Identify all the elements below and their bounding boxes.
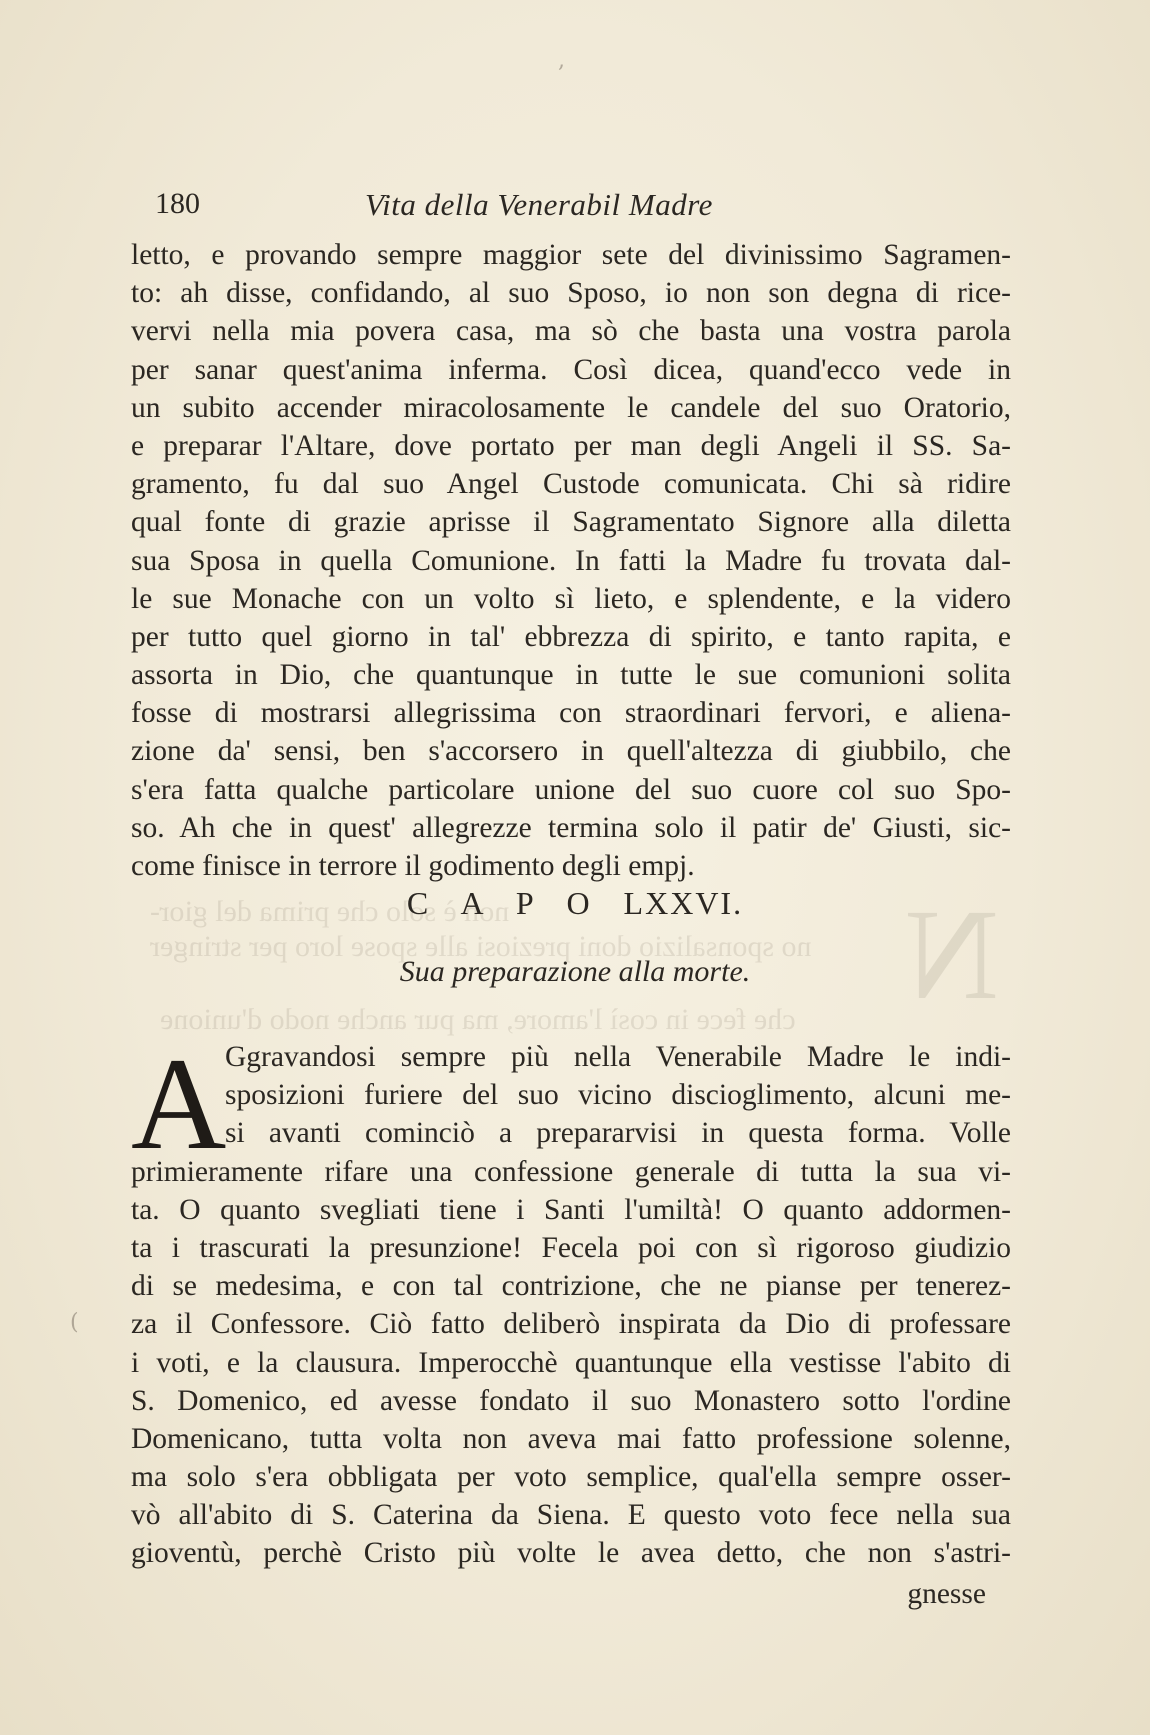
text-line: sua Sposa in quella Comunione. In fatti la Madre fu trovata dal- xyxy=(131,544,1011,577)
show-through-line: no sponsalizio doni preziosi alle spose loro per stringer xyxy=(150,930,812,963)
text-line: i voti, e la clausura. Imperocchè quantunque ella vestisse l'abito di xyxy=(131,1346,1011,1379)
gutter-mark: ( xyxy=(70,1310,79,1335)
text-line: to: ah disse, confidando, al suo Sposo, io non son degna di rice- xyxy=(131,277,1011,310)
text-line: Ggravandosi sempre più nella Venerabile Madre le indi- xyxy=(225,1041,1011,1073)
page-number: 180 xyxy=(155,187,200,220)
page-header xyxy=(155,187,985,223)
text-line: qual fonte di grazie aprisse il Sagramentato Signore alla diletta xyxy=(131,506,1011,539)
paragraph-opening-lines xyxy=(225,1038,1011,1153)
chapter-subtitle: Sua preparazione alla morte. xyxy=(399,955,751,988)
text-line: ta. O quanto svegliati tiene i Santi l'umiltà! O quanto addormen- xyxy=(131,1193,1011,1226)
text-line: per tutto quel giorno in tal' ebbrezza di spirito, e tanto rapita, e xyxy=(131,620,1011,653)
text-line: vò all'abito di S. Caterina da Siena. E questo voto fece nella sua xyxy=(131,1499,1011,1532)
text-line: so. Ah che in quest' allegrezze termina solo il patir de' Giusti, sic- xyxy=(131,811,1011,844)
text-line: Domenicano, tutta volta non aveva mai fatto professione solenne, xyxy=(131,1422,1011,1455)
text-line: si avanti cominciò a prepararvisi in questa forma. Volle xyxy=(225,1117,1011,1150)
text-line: s'era fatta qualche particolare unione del suo cuore col suo Spo- xyxy=(131,773,1011,806)
chapter-title: C A P O LXXVI. xyxy=(406,885,744,921)
text-line: fosse di mostrarsi allegrissima con straordinari fervori, e aliena- xyxy=(131,697,1011,730)
show-through-line: non è solo che prima del gior- xyxy=(150,895,510,928)
text-line: zione da' sensi, ben s'accorsero in quell'altezza di giubbilo, che xyxy=(131,735,1011,768)
paragraph-body xyxy=(131,1153,1011,1573)
text-line: sposizioni furiere del suo vicino discioglimento, alcuni me- xyxy=(225,1079,1011,1112)
text-line: per sanar quest'anima inferma. Così dicea, quand'ecco vede in xyxy=(131,353,1011,386)
show-through-initial: N xyxy=(905,883,999,1027)
text-line: primieramente rifare una confessione generale di tutta la sua vi- xyxy=(131,1155,1011,1188)
paragraph-continued xyxy=(131,236,1011,885)
text-line: letto, e provando sempre maggior sete del divinissimo Sagramen- xyxy=(131,239,1011,271)
show-through-line: che fece in così l'amore, ma pur anche nodo d'unione xyxy=(160,1003,796,1036)
text-line: un subito accender miracolosamente le candele del suo Oratorio, xyxy=(131,391,1011,424)
text-line: come finisce in terrore il godimento degli empj. xyxy=(131,850,695,882)
text-line: assorta in Dio, che quantunque in tutte le sue comunioni solita xyxy=(131,659,1011,692)
text-line: ta i trascurati la presunzione! Fecela poi con sì rigoroso giudizio xyxy=(131,1231,1011,1264)
text-line: le sue Monache con un volto sì lieto, e splendente, e la videro xyxy=(131,582,1011,615)
running-head: Vita della Venerabil Madre xyxy=(365,187,713,222)
text-line: gioventù, perchè Cristo più volte le avea detto, che non s'astri- xyxy=(131,1537,1011,1570)
text-line: vervi nella mia povera casa, ma sò che basta una vostra parola xyxy=(131,315,1011,348)
gutter-mark: , xyxy=(558,48,565,73)
drop-cap: A xyxy=(131,1030,227,1177)
text-line: e preparar l'Altare, dove portato per man degli Angeli il SS. Sa- xyxy=(131,429,1011,462)
text-line: ma solo s'era obbligata per voto semplice, qual'ella sempre osser- xyxy=(131,1461,1011,1494)
catchword: gnesse xyxy=(907,1578,986,1610)
text-line: S. Domenico, ed avesse fondato il suo Monastero sotto l'ordine xyxy=(131,1384,1011,1417)
text-line: gramento, fu dal suo Angel Custode comunicata. Chi sà ridire xyxy=(131,468,1011,501)
text-line: di se medesima, e con tal contrizione, che ne pianse per tenerez- xyxy=(131,1270,1011,1303)
text-line: za il Confessore. Ciò fatto deliberò inspirata da Dio di professare xyxy=(131,1308,1011,1341)
